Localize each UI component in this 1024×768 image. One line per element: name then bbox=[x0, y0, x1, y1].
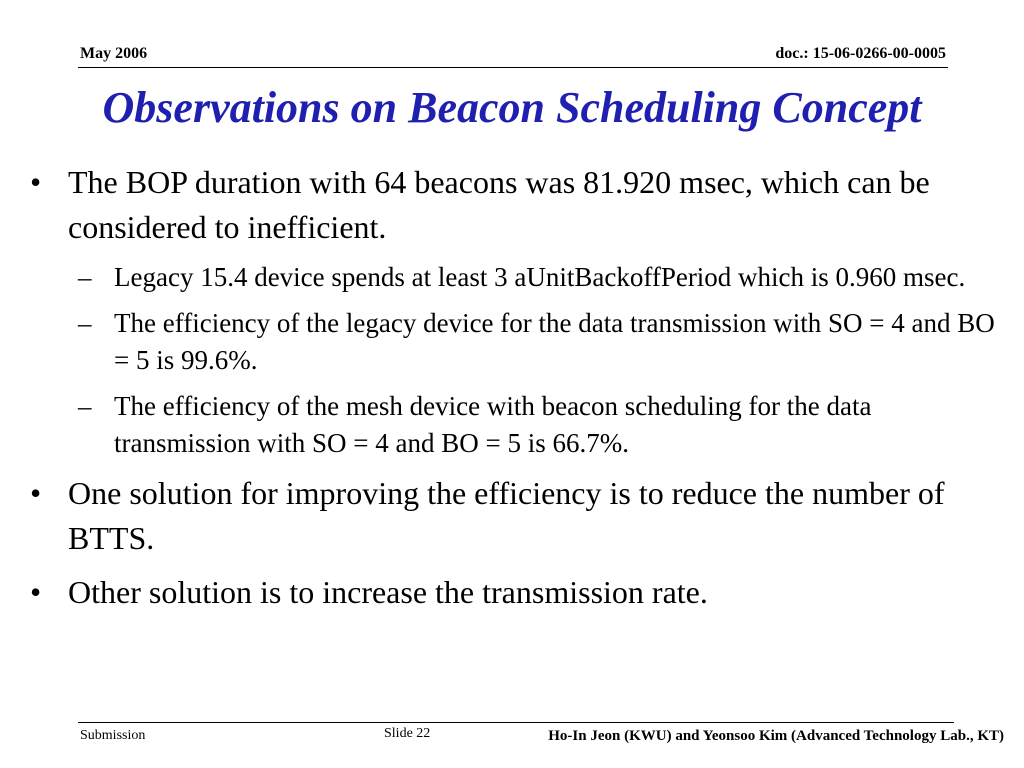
sub-bullet-item bbox=[30, 305, 1000, 379]
bullet-item bbox=[30, 471, 1000, 561]
bullet-item bbox=[30, 570, 1000, 615]
bullet-marker: • bbox=[30, 164, 42, 200]
sub-bullet-text: The efficiency of the legacy device for the data transmission with SO = 4 and BO = 5 is 99.6%. bbox=[114, 308, 995, 375]
slide-title: Observations on Beacon Scheduling Concept bbox=[102, 83, 922, 132]
bullet-marker: • bbox=[30, 475, 42, 511]
sub-bullet-item bbox=[30, 259, 1000, 296]
sub-bullet-marker: – bbox=[78, 308, 92, 338]
bullet-text: The BOP duration with 64 beacons was 81.920 msec, which can be considered to inefficient. bbox=[68, 164, 930, 245]
bullet-text: Other solution is to increase the transmission rate. bbox=[68, 574, 708, 610]
sub-bullet-text: Legacy 15.4 device spends at least 3 aUnitBackoffPeriod which is 0.960 msec. bbox=[114, 262, 966, 292]
sub-bullet-marker: – bbox=[78, 391, 92, 421]
bullet-marker: • bbox=[30, 574, 42, 610]
footer-submission: Submission bbox=[80, 728, 146, 743]
footer-authors: Ho-In Jeon (KWU) and Yeonsoo Kim (Advanced Technology Lab., KT) bbox=[548, 728, 1004, 744]
header-date: May 2006 bbox=[80, 45, 148, 62]
bullet-list bbox=[30, 160, 1000, 624]
sub-bullet-marker: – bbox=[78, 262, 92, 292]
bullet-item bbox=[30, 160, 1000, 250]
sub-bullet-text: The efficiency of the mesh device with beacon scheduling for the data transmission with SO = 4 and BO = 5 is 66.7%. bbox=[114, 391, 872, 458]
slide-number: Slide 22 bbox=[384, 726, 431, 741]
sub-bullet-item bbox=[30, 388, 1000, 462]
header-divider bbox=[78, 67, 948, 68]
bullet-text: One solution for improving the efficiency is to reduce the number of BTTS. bbox=[68, 475, 945, 556]
footer-divider bbox=[78, 722, 954, 723]
header-doc-id: doc.: 15-06-0266-00-0005 bbox=[775, 45, 946, 62]
